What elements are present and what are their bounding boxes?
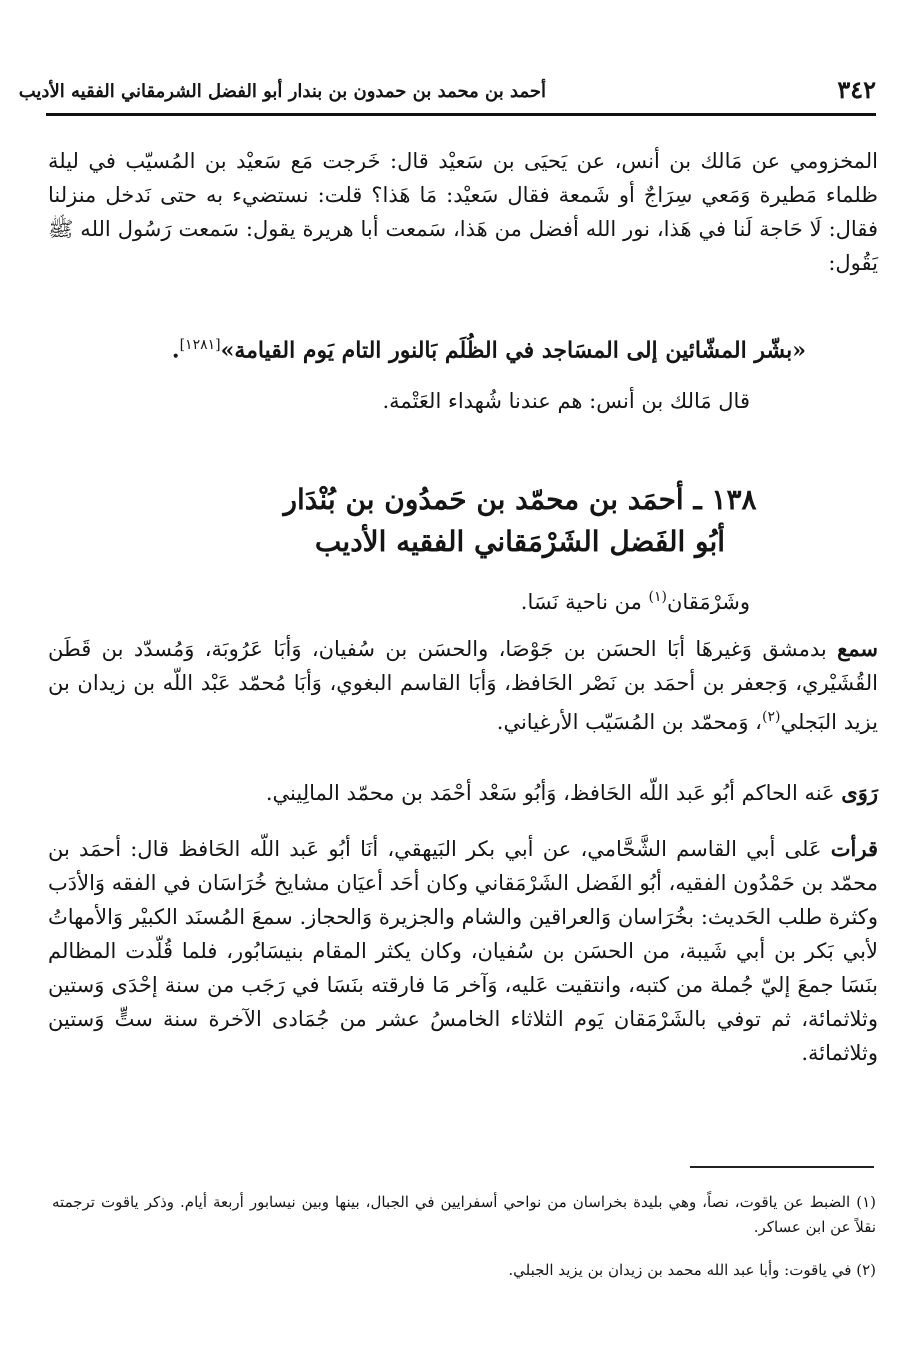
read-label: قرأت [830, 836, 878, 861]
heard-label: سمع [837, 636, 878, 661]
running-title: أحمد بن محمد بن حمدون بن بندار أبو الفضل الشرمقاني الفقيه الأديب [18, 81, 546, 102]
place-footnote-ref: (١) [648, 589, 667, 605]
heard-paragraph [48, 632, 878, 739]
footnote-1-text: الضبط عن ياقوت، نصاً، وهي بليدة بخراسان من نواحي أسفرايين في الجبال، بينها وبين نيسابور أربعة أيام. وذكر ياقوت ترجمته نقلاً عن ابن عساكر. [52, 1193, 876, 1236]
footnote-2-text: في ياقوت: وأبا عبد الله محمد بن زيدان بن يزيد الجبلي. [508, 1261, 852, 1279]
read-text: عَلى أبي القاسم الشَّحَّامي، عن أبي بكر البَيهقي، أنَا أبُو عَبد اللّه الحَافظ قال: أحمَد بن محمّد بن حَمْدُون الفقيه، أبُو الفَضل الشَرْمَقاني وكان أحَد أعيَان مشايخ خُرَاسَان في الفقه وَالأدَب وكثرة طلب الحَديث: بخُرَاسان وَالعراقين والشام والجزيرة وَالحجاز. سمعَ المُسنَد الكبيْر وَالأمهاتُ لأبي بَكر بن أبي شَيبة، من الحسَن بن سُفيان، وكان يكثر المقام بنيسَابُور، فلما قُلّدت المظالم بنَسَا جمعَ إليّ جُملة من كتبه، وانتقيت عَليه، وَآخر مَا فارقته بنَسَا في رَجَب من سنة إحْدَى وَستين وثلاثمائة، ثم توفي بالشَرْمَقان يَوم الثلاثاء الخامسُ عشر من جُمَادى الآخرة سنة ستٍّ وَستين وثلاثمائة. [48, 837, 878, 1065]
read-paragraph [48, 832, 878, 1070]
opening-paragraph: المخزومي عن مَالك بن أنس، عن يَحيَى بن سَعيْد قال: خَرجت مَع سَعيْد بن المُسيّب في ليلة ظلماء مَطيرة وَمَعي سِرَاجٌ أو شَمعة فقال سَعيْد: مَا هَذا؟ قلت: نستضيء به حتى نَدخل منزلنا فقال: لَا حَاجة لَنا في هَذا، نور الله أفضل من هَذا، سَمعت أبا هريرة يقول: سَمعت رَسُول الله ﷺ يَقُول: [48, 149, 878, 275]
malik-comment: قال مَالك بن أنس: هم عندنا شُهداء العَتْمة. [382, 389, 750, 413]
footnote-1 [52, 1190, 876, 1240]
hadith-end-mark: . [171, 337, 180, 364]
biography-title-line-1: ١٣٨ ـ أحمَد بن محمّد بن حَمدُون بن بُنْدَار [283, 483, 757, 516]
footnote-1-number: (١) [856, 1193, 876, 1211]
heard-footnote-ref: (٢) [761, 709, 781, 725]
heard-text: بدمشق وَغيرهَا أبَا الحسَن بن جَوْصَا، والحسَن بن سُفيان، وَأبَا عَرُوبَة، وَمُسدّد بن قَطَن القُشَيْري، وَجعفر بن أحمَد بن نَصْر الحَافظ، وَأبَا القاسم البغوي، وَأبَا مُحمّد عَبْد اللّه بن زيدان بن يزيد البَجلي [48, 637, 878, 734]
hadith-reference: [١٢٨١] [179, 337, 221, 353]
biography-title-line-2: أبُو الفَضل الشَرْمَقاني الفقيه الأديب [314, 525, 726, 558]
footnote-divider [690, 1166, 874, 1168]
footnote-2 [52, 1258, 876, 1283]
narrated-label: رَوَى [841, 780, 878, 805]
place-description [360, 580, 750, 619]
header-divider [46, 113, 876, 116]
hadith-text: «بشّر المشّائين إلى المسَاجد في الظُلَم بَالنور التام يَوم القيامة» [220, 337, 806, 364]
footnote-2-number: (٢) [856, 1261, 876, 1279]
narrated-text: عَنه الحاكم أبُو عَبد اللّه الحَافظ، وَأبُو سَعْد أحْمَد بن محمّد المالِيني. [265, 781, 842, 805]
narrated-paragraph [48, 776, 878, 810]
heard-text-end: ، وَمحمّد بن المُسَيّب الأرغياني. [496, 710, 762, 734]
hadith-quote [150, 328, 806, 367]
place-name: وشَرْمَقان [666, 590, 750, 614]
place-text: من ناحية نَسَا. [520, 590, 649, 614]
page-number: ٣٤٢ [837, 75, 876, 104]
